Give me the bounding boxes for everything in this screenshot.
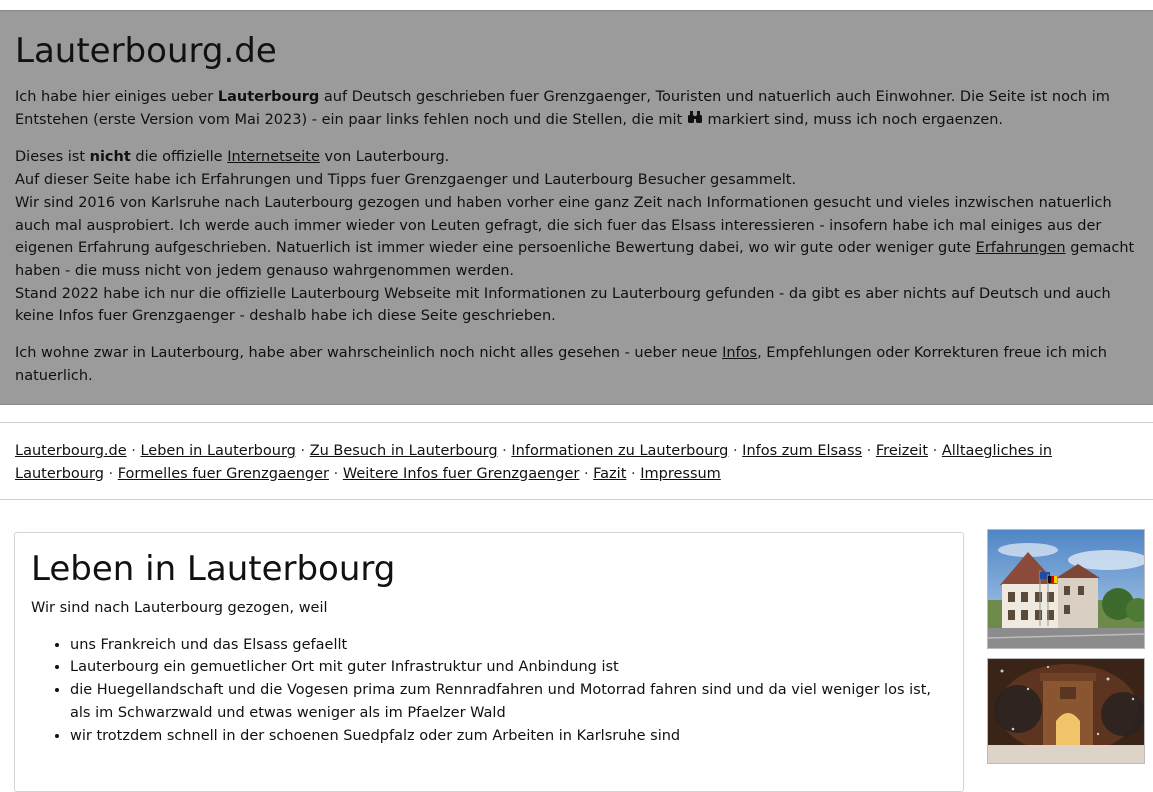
link-internetseite[interactable]: Internetseite — [227, 149, 320, 166]
text: markiert sind, muss ich noch ergaenzen. — [702, 111, 1004, 128]
nav-separator: · — [502, 443, 507, 459]
text: Ich habe hier einiges ueber — [15, 89, 218, 105]
nav-link-weitere-infos[interactable]: Weitere Infos fuer Grenzgaenger — [342, 465, 580, 482]
intro-paragraph-3 — [15, 342, 1138, 387]
link-infos[interactable]: Infos — [722, 345, 758, 362]
nav-link-home[interactable]: Lauterbourg.de — [15, 443, 127, 459]
nav-separator: · — [131, 443, 136, 459]
text: , Empfehlungen oder Korrekturen freue ich mich natuerlich. — [15, 345, 1107, 384]
city-gate-night-photo[interactable] — [987, 658, 1145, 764]
nav-link-besuch[interactable]: Zu Besuch in Lauterbourg — [309, 443, 498, 459]
main-content-card — [14, 532, 964, 792]
nav-link-informationen[interactable]: Informationen zu Lauterbourg — [511, 443, 729, 459]
section-intro: Wir sind nach Lauterbourg gezogen, weil — [31, 600, 328, 616]
text: auf Deutsch geschrieben fuer Grenzgaenger, Touristen und natuerlich auch Einwohner. Die Seite ist noch im Entstehen (erste Version vom Mai 2023) - ein paar links fehlen noch und die Stellen, die mit — [15, 89, 1110, 128]
list-item: • wir trotzdem schnell in der schoenen Suedpfalz oder zum Arbeiten in Karlsruhe sind — [70, 725, 947, 748]
site-navigation — [0, 422, 1153, 500]
intro-header — [0, 10, 1153, 405]
text: Auf dieser Seite habe ich Erfahrungen und Tipps fuer Grenzgaenger und Lauterbourg Besucher gesammelt. — [15, 172, 797, 189]
intro-paragraph-1 — [15, 86, 1138, 132]
list-item: • uns Frankreich und das Elsass gefaellt — [70, 634, 947, 657]
nav-link-freizeit[interactable]: Freizeit — [875, 443, 929, 459]
text: die offizielle — [130, 149, 228, 166]
text: Dieses ist — [15, 149, 90, 166]
list-item: • Lauterbourg ein gemuetlicher Ort mit guter Infrastruktur und Anbindung ist — [70, 656, 947, 679]
site-title: Lauterbourg.de — [15, 31, 277, 71]
nav-link-fazit[interactable]: Fazit — [593, 465, 627, 482]
text: Stand 2022 habe ich nur die offizielle Lauterbourg Webseite mit Informationen zu Lauterbourg gefunden - da gibt es aber nichts auf Deutsch und auch keine Infos fuer Grenzgaenger - deshalb habe ich diese Seite geschrieben. — [15, 285, 1111, 325]
top-strip — [0, 0, 1153, 10]
nav-link-leben[interactable]: Leben in Lauterbourg — [140, 443, 296, 459]
nav-link-elsass[interactable]: Infos zum Elsass — [742, 443, 863, 459]
nav-separator: · — [732, 443, 738, 459]
nav-separator: · — [583, 465, 589, 482]
nav-separator: · — [866, 443, 872, 459]
link-erfahrungen[interactable]: Erfahrungen — [975, 240, 1066, 257]
bold-lauterbourg: Lauterbourg — [217, 89, 320, 105]
binoculars-icon — [687, 113, 703, 128]
text: von Lauterbourg. — [319, 149, 450, 166]
reasons-list — [31, 634, 947, 748]
nav-separator: · — [300, 443, 306, 459]
nav-link-impressum[interactable]: Impressum — [640, 465, 721, 482]
nav-separator: · — [333, 465, 339, 482]
nav-separator: · — [108, 465, 114, 482]
nav-link-alltaegliches[interactable]: Alltaegliches in Lauterbourg — [15, 443, 1053, 482]
town-hall-photo[interactable] — [987, 529, 1145, 649]
text: gemacht haben - die muss nicht von jedem genauso wahrgenommen werden. — [15, 240, 1135, 279]
section-heading: Leben in Lauterbourg — [31, 549, 396, 589]
list-item: • die Huegellandschaft und die Vogesen prima zum Rennradfahren und Motorrad fahren sind und da viel weniger los ist, als im Schwarzwald und etwas weniger als im Pfaelzer Wald — [70, 679, 947, 725]
nav-separator: · — [631, 465, 636, 482]
text: Wir sind 2016 von Karlsruhe nach Lauterbourg gezogen und haben vorher eine ganz Zeit nach Informationen gesucht und vieles inzwischen natuerlich auch mal ausprobiert. Ich werde auch immer wieder von Leuten gefragt, die sich fuer das Elsass interessieren - insofern habe ich mal einiges aus der eigenen Erfahrung aufgeschrieben. Natuerlich ist immer wieder eine persoenliche Bewertung dabei, wo wir gute oder weniger gute — [15, 194, 1112, 257]
bold-nicht: nicht — [89, 149, 131, 166]
nav-link-formelles[interactable]: Formelles fuer Grenzgaenger — [117, 465, 329, 482]
intro-paragraph-2 — [15, 146, 1138, 328]
text: Ich wohne zwar in Lauterbourg, habe aber wahrscheinlich noch nicht alles gesehen - ueber neue — [15, 345, 723, 362]
nav-separator: · — [932, 443, 938, 459]
